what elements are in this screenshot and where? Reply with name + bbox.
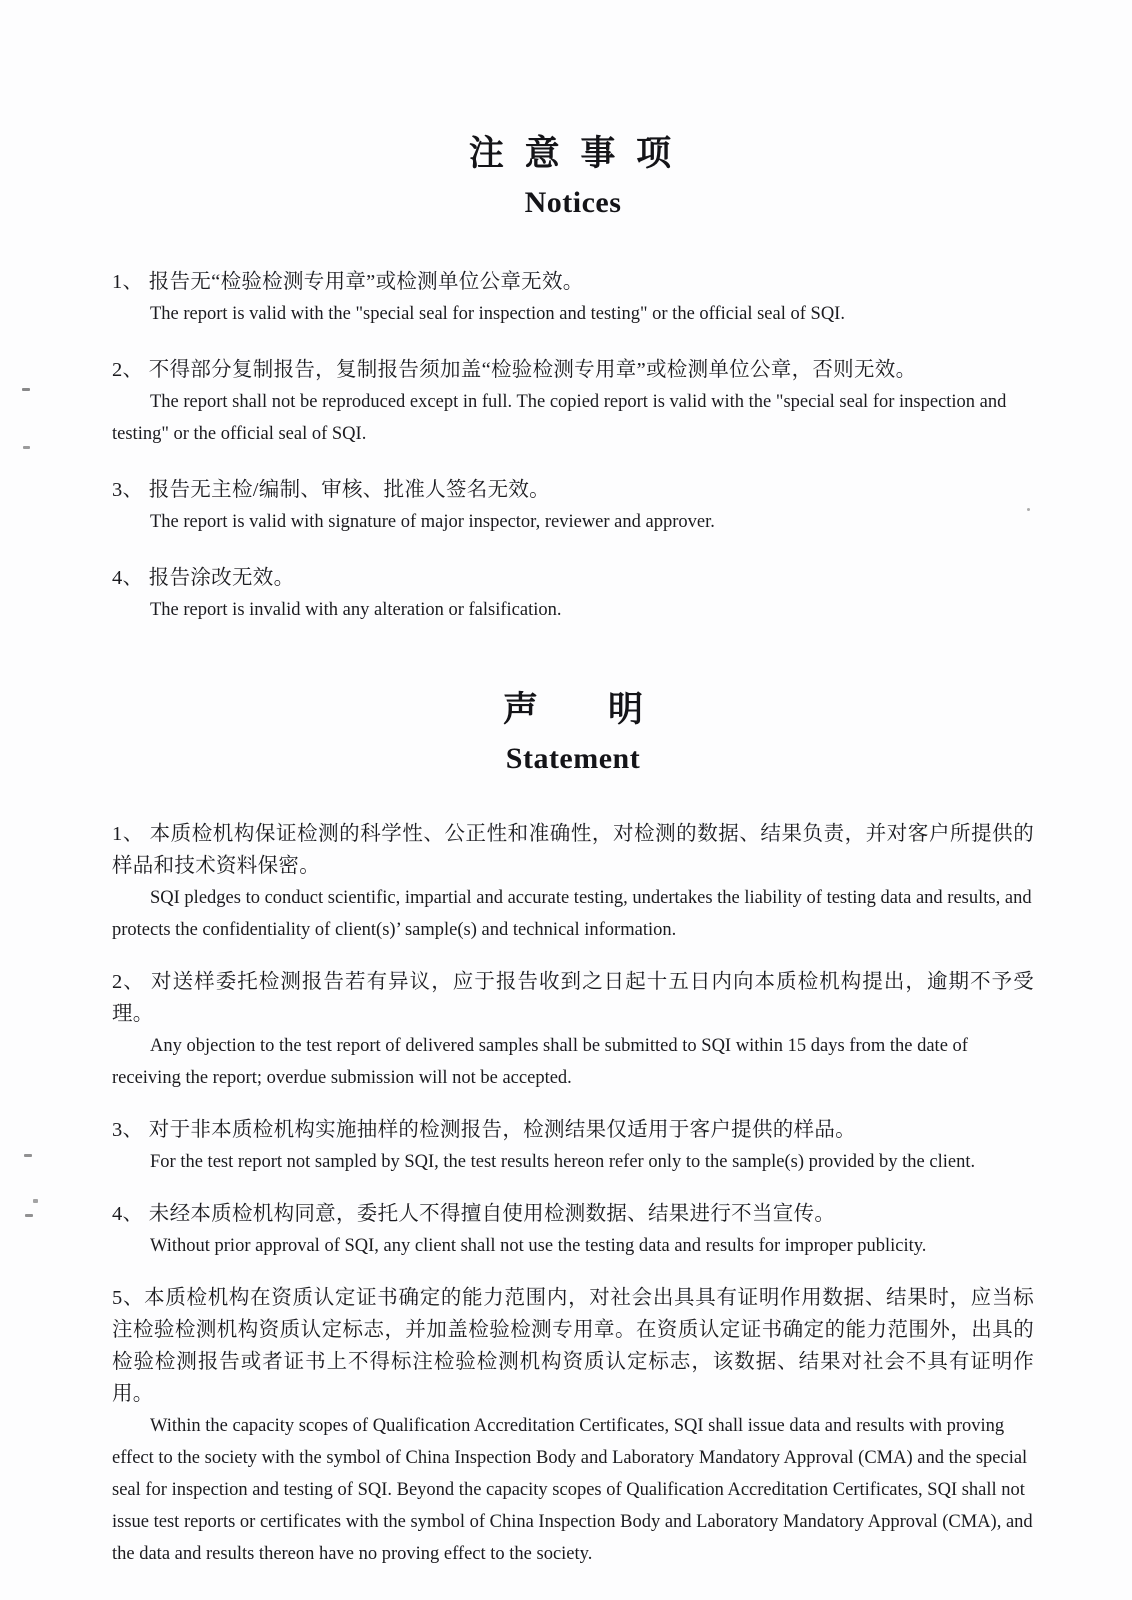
statement-item-4 — [112, 1198, 1034, 1262]
statement-1-text-cn: 1、 本质检机构保证检测的科学性、公正性和准确性，对检测的数据、结果负责，并对客户所提供的样品和技术资料保密。 — [112, 823, 1034, 877]
statement-section — [112, 682, 1034, 1570]
scan-speck — [24, 1154, 32, 1157]
notices-section — [112, 126, 1034, 626]
notice-item-3 — [112, 474, 1034, 538]
scan-speck — [22, 388, 30, 391]
notices-title-cn: 注 意 事 项 — [468, 134, 678, 173]
notices-title-en: Notices — [524, 186, 622, 219]
statement-item-1 — [112, 818, 1034, 946]
statement-item-3 — [112, 1114, 1034, 1178]
statement-3-text-cn: 3、 对于非本质检机构实施抽样的检测报告，检测结果仅适用于客户提供的样品。 — [112, 1119, 856, 1141]
notice-2-text-cn: 2、 不得部分复制报告，复制报告须加盖“检验检测专用章”或检测单位公章，否则无效。 — [112, 359, 917, 381]
statement-2-text-cn: 2、 对送样委托检测报告若有异议，应于报告收到之日起十五日内向本质检机构提出，逾期不予受理。 — [112, 971, 1034, 1025]
scan-speck — [25, 1214, 33, 1217]
notice-3-text-cn: 3、 报告无主检/编制、审核、批准人签名无效。 — [112, 479, 550, 501]
notice-1-text-cn: 1、 报告无“检验检测专用章”或检测单位公章无效。 — [112, 271, 584, 293]
document-content — [112, 126, 1034, 1590]
notice-4-text-cn: 4、 报告涂改无效。 — [112, 567, 295, 589]
notice-item-1 — [112, 266, 1034, 330]
notice-4-text-en: The report is invalid with any alteration or falsification. — [150, 600, 562, 620]
notice-1-text-en: The report is valid with the "special seal for inspection and testing" or the official seal of SQI. — [150, 304, 845, 324]
statement-item-5 — [112, 1282, 1034, 1570]
scan-speck — [23, 446, 30, 449]
statement-title-cn: 声 明 — [502, 690, 643, 729]
statement-5-text-cn: 5、本质检机构在资质认定证书确定的能力范围内，对社会出具具有证明作用数据、结果时，应当标注检验检测机构资质认定标志，并加盖检验检测专用章。在资质认定证书确定的能力范围外，出具的检验检测报告或者证书上不得标注检验检测机构资质认定标志，该数据、结果对社会不具有证明作用。 — [112, 1287, 1034, 1405]
notice-item-4 — [112, 562, 1034, 626]
statement-item-2 — [112, 966, 1034, 1094]
statement-5-text-en: Within the capacity scopes of Qualification Accreditation Certificates, SQI shall issue data and results with proving effect to the society with the symbol of China Inspection Body and Laboratory Mandatory Approval (CMA) and the special seal for inspection and testing of SQI. Beyond the capacity scopes of Qualification Accreditation Certificates, SQI shall not issue test reports or certificates with the symbol of China Inspection Body and Laboratory Mandatory Approval (CMA), and the data and results thereon have no proving effect to the society. — [112, 1416, 1033, 1564]
notice-item-2 — [112, 354, 1034, 450]
statement-2-text-en: Any objection to the test report of delivered samples shall be submitted to SQI within 15 days from the date of receiving the report; overdue submission will not be accepted. — [112, 1036, 968, 1088]
scan-speck — [33, 1199, 38, 1203]
statement-title-en: Statement — [505, 742, 641, 775]
notice-2-text-en: The report shall not be reproduced except in full. The copied report is valid with the "special seal for inspection and testing" or the official seal of SQI. — [112, 392, 1007, 444]
statement-3-text-en: For the test report not sampled by SQI, the test results hereon refer only to the sample(s) provided by the client. — [150, 1152, 976, 1172]
notice-3-text-en: The report is valid with signature of major inspector, reviewer and approver. — [150, 512, 715, 532]
statement-4-text-cn: 4、 未经本质检机构同意，委托人不得擅自使用检测数据、结果进行不当宣传。 — [112, 1203, 836, 1225]
statement-4-text-en: Without prior approval of SQI, any client shall not use the testing data and results for improper publicity. — [150, 1236, 927, 1256]
statement-1-text-en: SQI pledges to conduct scientific, impartial and accurate testing, undertakes the liability of testing data and results, and protects the confidentiality of client(s)’ sample(s) and technical information. — [112, 888, 1032, 940]
